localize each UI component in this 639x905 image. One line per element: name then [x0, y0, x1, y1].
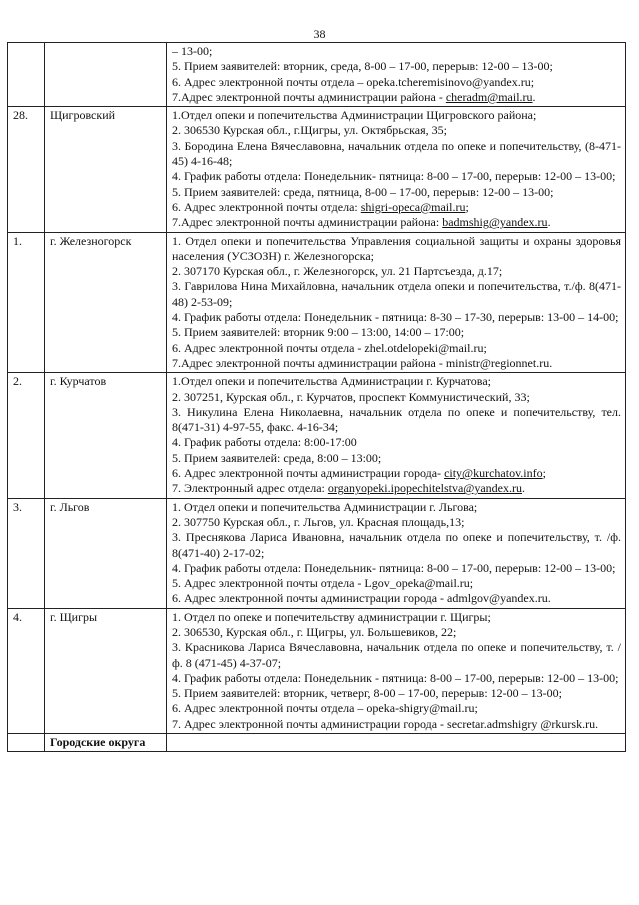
district-name: г. Щигры: [45, 608, 167, 733]
detail-text: 6. Адрес электронной почты отдела:: [172, 199, 361, 214]
detail-line: [172, 481, 621, 496]
table-row: [8, 498, 626, 608]
table-row: [8, 107, 626, 232]
detail-text: 1. Отдел опеки и попечительства Администрации г. Льгова;: [172, 499, 478, 514]
detail-line: [172, 325, 621, 340]
email-link[interactable]: city@kurchatov.info: [444, 466, 543, 481]
detail-text: 6. Адрес электронной почты отдела - zhel.otdelopeki@mail.ru;: [172, 340, 487, 355]
detail-punctuation: .: [547, 215, 551, 230]
detail-text: 4. График работы отдела: Понедельник- пятница: 8-00 – 17-00, перерыв: 12-00 – 13-00;: [172, 560, 616, 575]
detail-line: [172, 640, 621, 671]
row-number: 2.: [8, 373, 45, 498]
table-row: [8, 373, 626, 498]
detail-text: 3. Красникова Лариса Вячеславовна, начальник отдела по опеке и попечительству, т. /ф. 8 (471-45) 4-37-07;: [172, 640, 621, 670]
detail-line: [172, 701, 621, 716]
detail-line: [172, 717, 621, 732]
department-details: [167, 373, 626, 498]
table-body: [8, 43, 626, 752]
district-name: г. Курчатов: [45, 373, 167, 498]
detail-text: 6. Адрес электронной почты администрации города-: [172, 466, 445, 481]
detail-line: [172, 561, 621, 576]
detail-text: 7. Адрес электронной почты администрации города - secretar.admshigry @rkursk.ru.: [172, 716, 599, 731]
detail-line: [172, 435, 621, 450]
detail-text: 5. Прием заявителей: вторник, среда, 8-00 – 17-00, перерыв: 12-00 – 13-00;: [172, 59, 553, 74]
department-details: [167, 498, 626, 608]
detail-text: 2. 306530, Курская обл., г. Щигры, ул. Большевиков, 22;: [172, 624, 457, 639]
detail-text: 2. 307750 Курская обл., г. Льгов, ул. Красная площадь,13;: [172, 514, 465, 529]
detail-text: 1.Отдел опеки и попечительства Администрации г. Курчатова;: [172, 374, 491, 389]
detail-text: 5. Адрес электронной почты отдела - Lgov_opeka@mail.ru;: [172, 576, 474, 591]
detail-line: [172, 625, 621, 640]
detail-line: [172, 310, 621, 325]
row-number: 1.: [8, 232, 45, 373]
detail-line: [172, 90, 621, 105]
detail-line: [172, 75, 621, 90]
department-details: [167, 43, 626, 107]
section-num-cell: [8, 734, 45, 752]
detail-line: [172, 530, 621, 561]
detail-text: 5. Прием заявителей: среда, 8:00 – 13:00;: [172, 450, 382, 465]
detail-text: 2. 306530 Курская обл., г.Щигры, ул. Октябрьская, 35;: [172, 123, 447, 138]
detail-line: [172, 356, 621, 371]
section-label: Городские округа: [45, 734, 167, 752]
detail-line: [172, 591, 621, 606]
email-link[interactable]: badmshig@yandex.ru: [442, 215, 548, 230]
detail-line: [172, 466, 621, 481]
detail-line: [172, 341, 621, 356]
detail-line: [172, 234, 621, 265]
email-link[interactable]: cheradm@mail.ru: [445, 89, 533, 104]
detail-text: 6. Адрес электронной почты отдела – opeka.tcheremisinovo@yandex.ru;: [172, 74, 535, 89]
detail-text: 2. 307251, Курская обл., г. Курчатов, проспект Коммунистический, 33;: [172, 389, 530, 404]
department-details: [167, 232, 626, 373]
detail-line: [172, 610, 621, 625]
detail-line: [172, 215, 621, 230]
detail-text: 5. Прием заявителей: среда, пятница, 8-00 – 17-00, перерыв: 12-00 – 13-00;: [172, 184, 554, 199]
detail-text: 7.Адрес электронной почты администрации района:: [172, 215, 443, 230]
detail-line: [172, 169, 621, 184]
detail-line: [172, 374, 621, 389]
detail-text: – 13-00;: [172, 44, 213, 58]
row-number: [8, 43, 45, 107]
department-details: [167, 608, 626, 733]
detail-punctuation: ;: [542, 466, 546, 481]
detail-line: [172, 200, 621, 215]
section-row: [8, 734, 626, 752]
detail-text: 4. График работы отдела: Понедельник - пятница: 8-30 – 17-30, перерыв: 13-00 – 14-00;: [172, 310, 619, 325]
detail-text: 5. Прием заявителей: вторник, четверг, 8-00 – 17-00, перерыв: 12-00 – 13-00;: [172, 686, 562, 701]
table-row: [8, 43, 626, 107]
detail-text: 6. Адрес электронной почты администрации города - admlgov@yandex.ru.: [172, 591, 551, 606]
detail-text: 3. Никулина Елена Николаевна, начальник отдела по опеке и попечительству, тел. 8(471-31) 4-97-55, факс. 4-16-34;: [172, 404, 621, 435]
detail-text: 3. Преснякова Лариса Ивановна, начальник отдела по опеке и попечительству, т. /ф. 8(471-40) 2-17-02;: [172, 530, 621, 560]
email-link[interactable]: shigri-opeca@mail.ru: [360, 199, 466, 214]
detail-line: [172, 185, 621, 200]
district-name: [45, 43, 167, 107]
detail-punctuation: ;: [465, 199, 469, 214]
detail-line: [172, 44, 621, 59]
detail-punctuation: .: [532, 89, 536, 104]
detail-line: [172, 108, 621, 123]
row-number: 3.: [8, 498, 45, 608]
detail-text: 4. График работы отдела: Понедельник- пятница: 8-00 – 17-00, перерыв: 12-00 – 13-00;: [172, 169, 616, 184]
detail-line: [172, 500, 621, 515]
detail-text: 5. Прием заявителей: вторник 9:00 – 13:00, 14:00 – 17:00;: [172, 325, 465, 340]
detail-line: [172, 451, 621, 466]
detail-line: [172, 390, 621, 405]
detail-text: 4. График работы отдела: Понедельник - пятница: 8-00 – 17-00, перерыв: 12-00 – 13-00;: [172, 670, 619, 685]
detail-punctuation: .: [521, 481, 525, 496]
detail-text: 3. Бородина Елена Вячеславовна, начальник отдела по опеке и попечительству, (8-471-45) 4-16-48;: [172, 138, 621, 169]
detail-line: [172, 515, 621, 530]
detail-text: 7. Электронный адрес отдела:: [172, 481, 328, 496]
detail-text: 2. 307170 Курская обл., г. Железногорск, ул. 21 Партсъезда, д.17;: [172, 264, 503, 279]
detail-line: [172, 279, 621, 310]
detail-text: 1.Отдел опеки и попечительства Администрации Щигровского района;: [172, 108, 537, 123]
detail-text: 4. График работы отдела: 8:00-17:00: [172, 435, 357, 450]
detail-line: [172, 264, 621, 279]
guardianship-departments-table: [7, 42, 626, 752]
row-number: 28.: [8, 107, 45, 232]
detail-text: 7.Адрес электронной почты администрации района - ministr@regionnet.ru.: [172, 355, 553, 370]
detail-text: 3. Гаврилова Нина Михайловна, начальник отдела опеки и попечительства, т./ф. 8(471-48) 2-53-09;: [172, 279, 621, 309]
detail-line: [172, 686, 621, 701]
detail-line: [172, 59, 621, 74]
detail-line: [172, 671, 621, 686]
detail-line: [172, 123, 621, 138]
table-row: [8, 608, 626, 733]
district-name: г. Железногорск: [45, 232, 167, 373]
detail-text: 1. Отдел опеки и попечительства Управления социальной защиты и охраны здоровья населения (УСЗОЗН) г. Железногорска;: [172, 233, 621, 263]
row-number: 4.: [8, 608, 45, 733]
detail-line: [172, 576, 621, 591]
district-name: Щигровский: [45, 107, 167, 232]
district-name: г. Льгов: [45, 498, 167, 608]
table-row: [8, 232, 626, 373]
email-link[interactable]: organyopeki.ipopechitelstva@yandex.ru: [327, 481, 522, 496]
detail-text: 1. Отдел по опеке и попечительству администрации г. Щигры;: [172, 609, 491, 624]
detail-text: 6. Адрес электронной почты отдела – opeka-shigry@mail.ru;: [172, 701, 478, 716]
department-details: [167, 107, 626, 232]
detail-line: [172, 405, 621, 436]
detail-text: 7.Адрес электронной почты администрации района -: [172, 89, 446, 104]
section-details-cell: [167, 734, 626, 752]
page-number: 38: [313, 27, 326, 41]
detail-line: [172, 139, 621, 170]
